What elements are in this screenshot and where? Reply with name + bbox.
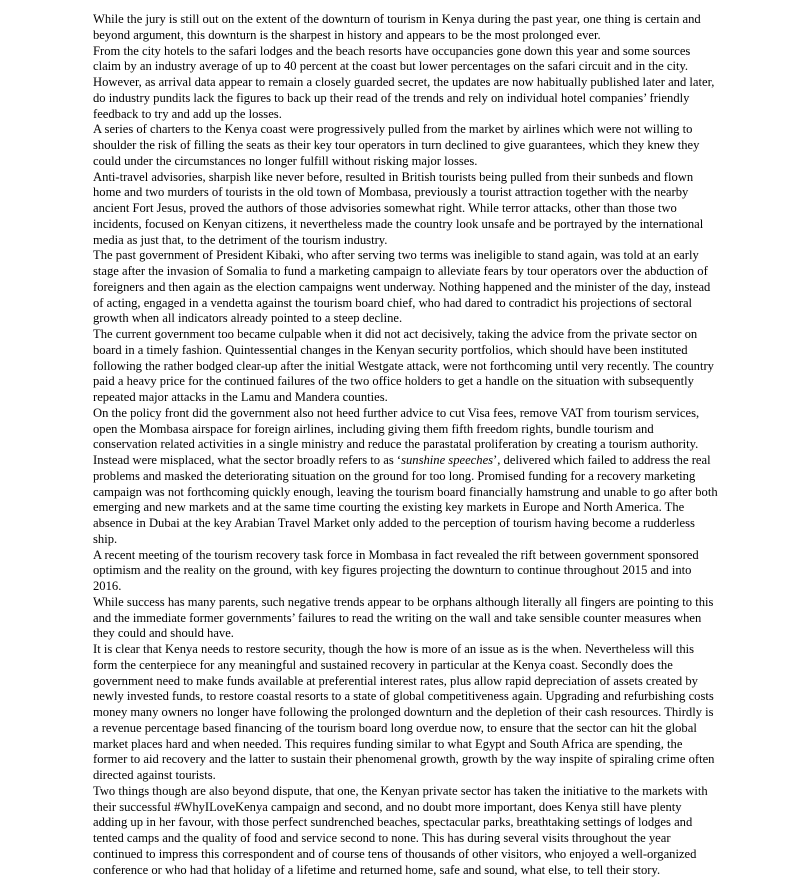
paragraph-task-force: A recent meeting of the tourism recovery task force in Mombasa in fact revealed the rift between government sponsored optimism and the reality on the ground, with key figures projecting the downturn to continue throughout 2015 and into 2016. [93,547,699,593]
paragraph-intro: While the jury is still out on the extent of the downturn of tourism in Kenya during the past year, one thing is certain and beyond argument, this downturn is the sharpest in history and appears to be the most prolonged ever. [93,12,701,42]
paragraph-past-government: The past government of President Kibaki, who after serving two terms was ineligible to stand again, was told at an early stage after the invasion of Somalia to fund a marketing campaign to alleviate fears by tour operators over the abduction of foreigners and then again as the election campaigns went underway. Nothing happened and the minister of the day, instead of acting, engaged in a vendetta against the tourism board chief, who had dared to contradict his projections of sectoral growth when all indicators already pointed to a steep decline. [93,248,711,326]
paragraph-restore-security: It is clear that Kenya needs to restore security, though the how is more of an issue as is the when. Nevertheless will this form the centerpiece for any meaningful and sustained recovery in particular at the Kenya coast. Secondly does the government need to make funds available at preferential interest rates, plus allow rapid depreciation of assets created by newly invested funds, to restore coastal resorts to a state of global competitiveness again. Upgrading and refurbishing costs money many owners no longer have following the prolonged downturn and the depletion of their cash resources. Thirdly is a revenue percentage based financing of the tourism board long overdue now, to ensure that the sector can hit the global market places hard and when needed. This requires funding similar to what Egypt and South Africa are spending, the former to aid recovery and the latter to sustain their phenomenal growth, growth by the way inspite of spiraling crime often directed against tourists. [93,642,715,782]
paragraph-advisories: Anti-travel advisories, sharpish like never before, resulted in British tourists being pulled from their sunbeds and flown home and two murders of tourists in the old town of Mombasa, previously a tourist attraction together with the nearby ancient Fort Jesus, proved the authors of those advisories somewhat right. While terror attacks, other than those two incidents, focused on Kenyan citizens, it nevertheless made the country look unsafe and be portrayed by the international media as just that, to the detriment of the tourism industry. [93,169,704,247]
policy-text-before: On the policy front did the government also not heed further advice to cut Visa fees, remove VAT from tourism services, open the Mombasa airspace for foreign airlines, including giving them fifth freedom rights, bundle tourism and conservation related activities in a single ministry and reduce the parastatal proliferation by creating a tourism authority. Instead were misplaced, what the sector broadly refers to as ‘ [93,405,700,467]
policy-text-after: ’, delivered which failed to address the real problems and masked the deteriorating situation on the ground for too long. Promised funding for a recovery marketing campaign was not forthcoming quickly enough, leaving the tourism board financially hamstrung and unable to go after both emerging and new markets and at the same time courting the existing key markets in Europe and North America. The absence in Dubai at the key Arabian Travel Market only added to the perception of tourism having become a rudderless ship. [93,453,718,546]
policy-emphasis: sunshine speeches [401,453,494,467]
paragraph-success-parents: While success has many parents, such negative trends appear to be orphans although literally all fingers are pointing to this and the immediate former governments’ failures to read the writing on the wall and take sensible counter measures when they could and should have. [93,594,714,641]
paragraph-two-things: Two things though are also beyond dispute, that one, the Kenyan private sector has taken the initiative to the markets with their successful #WhyILoveKenya campaign and second, and no doubt more important, does Kenya still have plenty adding up in her favour, with those perfect sundrenched beaches, spectacular parks, breathtaking settings of lodges and tented camps and the quality of food and service second to none. This has during several visits throughout the year continued to impress this correspondent and of course tens of thousands of other visitors, who enjoyed a well-organized conference or who had that holiday of a lifetime and returned home, safe and sound, what else, to tell their story. [93,783,708,877]
paragraph-charters: A series of charters to the Kenya coast were progressively pulled from the market by airlines which were not willing to shoulder the risk of filling the seats as their key tour operators in turn declined to give guarantees, which they knew they could under the circumstances no longer fulfill without risking major losses. [93,122,700,168]
paragraph-current-government: The current government too became culpable when it did not act decisively, taking the advice from the private sector on board in a timely fashion. Quintessential changes in the Kenyan security portfolios, which should have been instituted following the rather bodged clear-up after the initial Westgate attack, were not forthcoming until very recently. The country paid a heavy price for the continued failures of the two office holders to get a handle on the situation with subsequently repeated major attacks in the Lamu and Mandera counties. [93,327,714,404]
paragraph-occupancies: From the city hotels to the safari lodges and the beach resorts have occupancies gone down this year and some sources claim by an industry average of up to 40 percent at the coast but lower percentages on the safari circuit and in the city. However, as arrival data appear to remain a closely guarded secret, the updates are now habitually published later and later, do industry pundits lack the figures to back up their read of the trends and rely on individual hotel companies’ friendly feedback to try and add up the losses. [93,43,715,121]
article-body [93,12,719,878]
paragraph-policy-front [93,406,719,548]
